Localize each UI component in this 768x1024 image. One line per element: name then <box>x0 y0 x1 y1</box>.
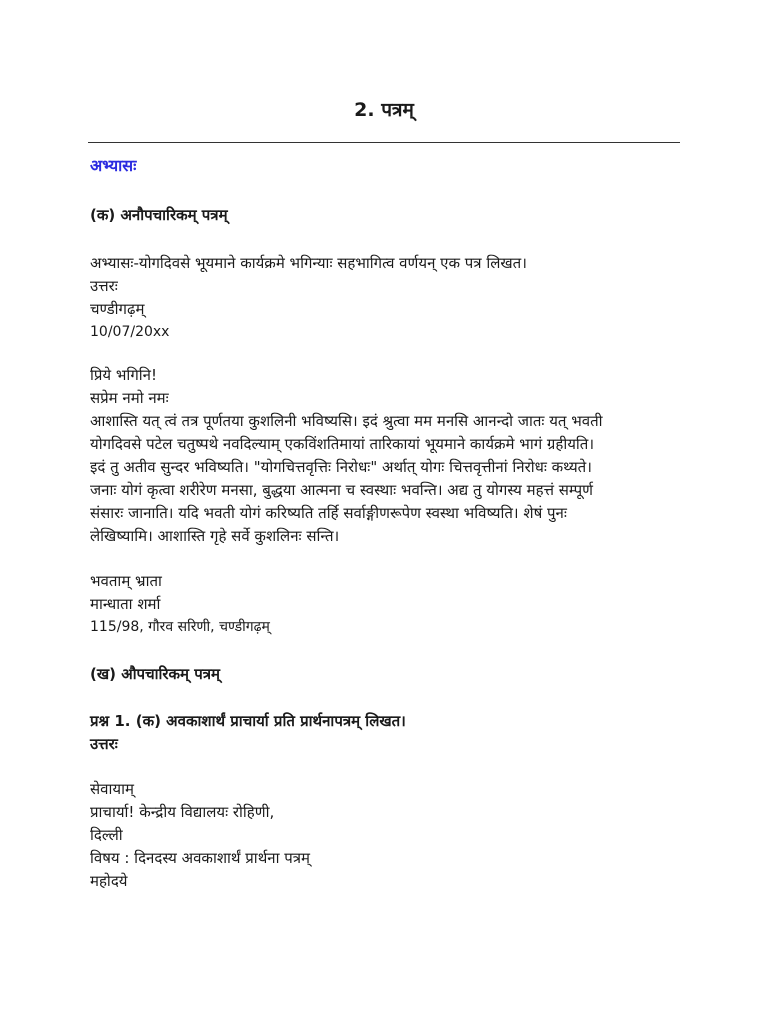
exercise-heading: अभ्यासः <box>90 156 137 175</box>
formal-line: दिल्ली <box>90 826 123 844</box>
letter-opening <box>90 364 690 410</box>
sender-name: मान्धाता शर्मा <box>90 595 161 613</box>
informal-answer-label: उत्तरः <box>90 277 118 295</box>
formal-letter-lines <box>90 778 690 893</box>
letter-body-line: इदं तु अतीव सुन्दर भविष्यति। "योगचित्तवृत्तिः निरोधः" अर्थात् योगः चित्तवृत्तीनां निरोधः कथ्यते। <box>90 458 592 476</box>
formal-letter-heading: (ख) औपचारिकम् पत्रम् <box>90 665 220 683</box>
informal-letter-header <box>90 252 690 344</box>
letter-place: चण्डीगढ़म् <box>90 300 145 318</box>
letter-closing: भवताम् भ्राता <box>90 572 162 590</box>
formal-line: विषय : दिनदस्य अवकाशार्थं प्रार्थना पत्रम् <box>90 849 311 867</box>
formal-line: सेवायाम् <box>90 780 134 798</box>
letter-body-line: लेखिष्यामि। आशास्ति गृहे सर्वे कुशलिनः सन्ति। <box>90 527 340 545</box>
letter-body-line: जनाः योगं कृत्वा शरीरेण मनसा, बुद्धया आत्मना च स्वस्थाः भवन्ति। अद्य तु योगस्य महत्तं सम्पूर्ण <box>90 481 593 499</box>
formal-line: महोदये <box>90 872 128 890</box>
letter-body-line: योगदिवसे पटेल चतुष्पथे नवदिल्याम् एकविंशतिमायां तारिकायां भूयमाने कार्यक्रमे भागं ग्रहीयति। <box>90 435 595 453</box>
page-title: 2. पत्रम् <box>354 99 414 121</box>
letter-body-line: आशास्ति यत् त्वं तत्र पूर्णतया कुशलिनी भविष्यसि। इदं श्रुत्वा मम मनसि आनन्दो जातः यत् भवती <box>90 412 603 430</box>
title-divider <box>88 142 680 143</box>
formal-answer-label: उत्तरः <box>90 735 118 753</box>
letter-body <box>90 410 690 548</box>
letter-body-line: संसारः जानाति। यदि भवती योगं करिष्यति तर्हि सर्वाङ्गीणरूपेण स्वस्था भविष्यति। शेषं पुनः <box>90 504 567 522</box>
letter-date: 10/07/20xx <box>90 324 170 340</box>
formal-line: प्राचार्या! केन्द्रीय विद्यालयः रोहिणी, <box>90 803 275 821</box>
sender-address: 115/98, गौरव सरिणी, चण्डीगढ़म् <box>90 619 270 635</box>
informal-question: अभ्यासः-योगदिवसे भूयमाने कार्यक्रमे भगिन्याः सहभागित्व वर्णयन् एक पत्र लिखत। <box>90 254 527 272</box>
letter-greeting: सप्रेम नमो नमः <box>90 389 169 407</box>
informal-letter-heading: (क) अनौपचारिकम् पत्रम् <box>90 206 228 224</box>
formal-question: प्रश्न 1. (क) अवकाशार्थं प्राचार्या प्रति प्रार्थनापत्रम् लिखत। <box>90 712 406 730</box>
letter-salutation: प्रिये भगिनि! <box>90 366 157 384</box>
letter-closing-block <box>90 570 690 639</box>
